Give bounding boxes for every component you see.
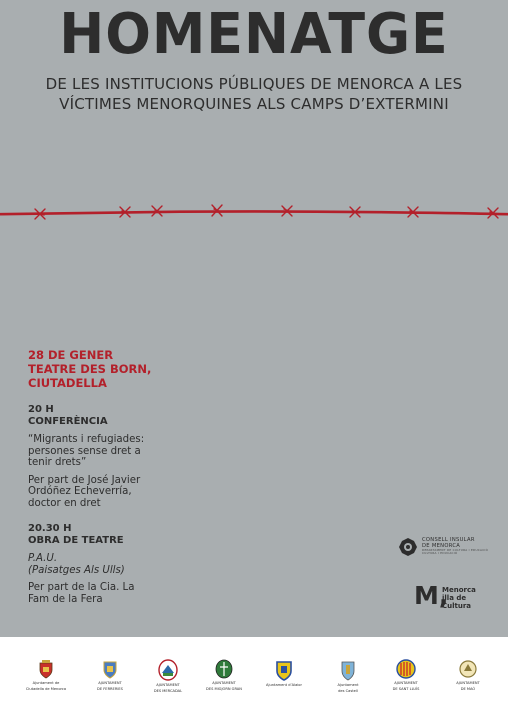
sant-lluis-label-1: AJUNTAMENT [394,681,418,685]
es-mercadal-logo [146,659,190,693]
consell-name-line-1: CONSELL INSULAR [422,537,475,543]
castell-label-1: Ajuntament [337,683,359,687]
menorca-brand-line-3: Cultura [442,602,472,610]
talk-title-line-1: “Migrants i refugiades: [28,434,145,445]
play-company-line-1: Per part de la Cia. La [28,582,135,593]
subtitle-line-2: VÍCTIMES MENORQUINES ALS CAMPS D’EXTERMINI [59,95,449,113]
es-castell-logo [326,659,370,693]
mercadal-crest-icon [158,659,178,681]
consell-insular-logo [398,535,498,565]
talk-speaker-line-2: Ordóñez Echeverría, [28,486,132,497]
alaior-logo [262,659,306,687]
ferreries-label-2: DE FERRERIES [97,687,123,692]
talk-speaker-line-1: Per part de José Javier [28,474,141,486]
consell-department-line-1: DEPARTAMENT DE CULTURA I EDUCACIÓ [422,548,489,552]
ciutadella-label-1: Ajuntament de [32,681,60,685]
menorca-illa-de-cultura-logo [414,582,504,612]
poster-title: HOMENATGE [59,2,449,67]
sant-lluis-logo [384,659,428,691]
barbed-wire-illustration [0,198,508,228]
es-migjorn-gran-logo [202,659,246,691]
municipal-logos-strip [0,637,508,720]
migjorn-crest-icon [215,659,233,679]
mercadal-label-1: AJUNTAMENT [156,683,180,687]
migjorn-label-2: DES MIGJORN GRAN [206,687,242,692]
mao-label-1: AJUNTAMENT [456,681,480,685]
play-title-line-2: (Paisatges Als Ulls) [28,564,125,576]
sant-lluis-label-2: DE SANT LLUÍS [392,687,420,692]
ciutadella-crest-icon [38,659,54,679]
event-info [28,348,188,605]
menorca-brand-line-2: illa de [442,594,467,602]
play-type: OBRA DE TEATRE [28,535,124,546]
event-venue-line-2: CIUTADELLA [28,376,107,390]
talk-title-line-2: persones sense dret a [28,445,141,457]
menorca-brand-line-1: Menorca [442,586,476,594]
castell-label-2: des Castell [338,689,358,694]
migjorn-label-1: AJUNTAMENT [212,681,236,685]
play-title-line-1: P.A.U. [28,553,58,564]
event-date: 28 DE GENER [28,348,114,362]
talk-title-line-3: tenir drets” [28,457,87,468]
talk-type: CONFERÈNCIA [28,416,108,427]
talk-speaker-line-3: doctor en dret [28,497,101,509]
ciutadella-label-2: Ciutadella de Menorca [25,687,67,692]
alaior-crest-icon [275,659,293,681]
alaior-label-1: Ajuntament d’Alaior [266,683,302,687]
mao-logo [446,659,490,691]
poster-subtitle [0,74,508,114]
consell-name-line-2: DE MENORCA [422,543,461,549]
talk-time: 20 H [28,404,54,415]
event-venue-line-1: TEATRE DES BORN, [28,362,152,376]
consell-department-line-2: CULTURA I EDUCACIÓ [422,551,458,556]
mao-crest-icon [459,659,477,679]
ferreries-crest-icon [102,659,118,679]
mao-label-2: DE MAÓ [460,687,476,692]
mercadal-label-2: DES MERCADAL [153,689,183,694]
subtitle-line-1: DE LES INSTITUCIONS PÚBLIQUES DE MENORCA A LES [45,75,463,93]
ciutadella-logo [24,659,68,691]
play-company-line-2: Fam de la Fera [28,593,103,605]
ferreries-label-1: AJUNTAMENT [98,681,122,685]
consell-emblem-icon [398,537,418,557]
play-time: 20.30 H [28,523,72,534]
ferreries-logo [88,659,132,691]
castell-crest-icon [340,659,356,681]
menorca-mark: M, [414,581,449,610]
sant-lluis-crest-icon [396,659,416,679]
